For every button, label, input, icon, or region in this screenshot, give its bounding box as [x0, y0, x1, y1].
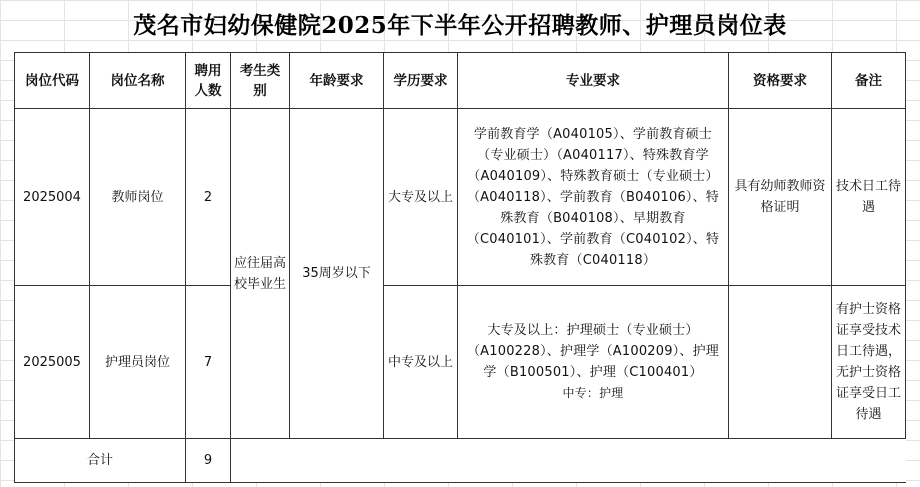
cell-major: 学前教育学（A040105）、学前教育硕士（专业硕士）（A040117）、特殊教育学（A040109）、特殊教育硕士（专业硕士）（A040118）、学前教育（B040106）、特殊教育（B040108）、早期教育（C040101）、学前教育（C040102）、特殊教育（C040118） [458, 109, 729, 286]
table-total-row [15, 439, 906, 483]
cell-note: 技术日工待遇 [832, 109, 906, 286]
total-empty [231, 439, 906, 483]
cell-code: 2025004 [15, 109, 90, 286]
header-age: 年龄要求 [290, 53, 384, 109]
cell-major-main: 大专及以上：护理硕士（专业硕士）（A100228）、护理学（A100209）、护理学（B100501）、护理（C100401） [466, 322, 720, 380]
cell-name: 教师岗位 [90, 109, 186, 286]
header-count: 聘用人数 [186, 53, 231, 109]
cell-count: 7 [186, 286, 231, 439]
positions-table [14, 52, 906, 483]
header-qualification: 资格要求 [729, 53, 832, 109]
cell-education: 大专及以上 [384, 109, 458, 286]
cell-code: 2025005 [15, 286, 90, 439]
total-label: 合计 [15, 439, 186, 483]
header-note: 备注 [832, 53, 906, 109]
cell-note: 有护士资格证享受技术日工待遇，无护士资格证享受日工待遇 [832, 286, 906, 439]
cell-name: 护理员岗位 [90, 286, 186, 439]
header-type: 考生类别 [231, 53, 290, 109]
header-major: 专业要求 [458, 53, 729, 109]
cell-qualification [729, 286, 832, 439]
cell-count: 2 [186, 109, 231, 286]
header-code: 岗位代码 [15, 53, 90, 109]
cell-education: 中专及以上 [384, 286, 458, 439]
cell-qualification: 具有幼师教师资格证明 [729, 109, 832, 286]
cell-age: 35周岁以下 [290, 109, 384, 439]
cell-major [458, 286, 729, 439]
table-header-row [15, 53, 906, 109]
cell-major-secondary: 中专：护理 [562, 385, 624, 400]
table-row [15, 109, 906, 286]
page-title: 茂名市妇幼保健院2025年下半年公开招聘教师、护理员岗位表 [133, 12, 787, 39]
total-count: 9 [186, 439, 231, 483]
cell-type: 应往届高校毕业生 [231, 109, 290, 439]
table-row [15, 286, 906, 439]
header-name: 岗位名称 [90, 53, 186, 109]
header-education: 学历要求 [384, 53, 458, 109]
